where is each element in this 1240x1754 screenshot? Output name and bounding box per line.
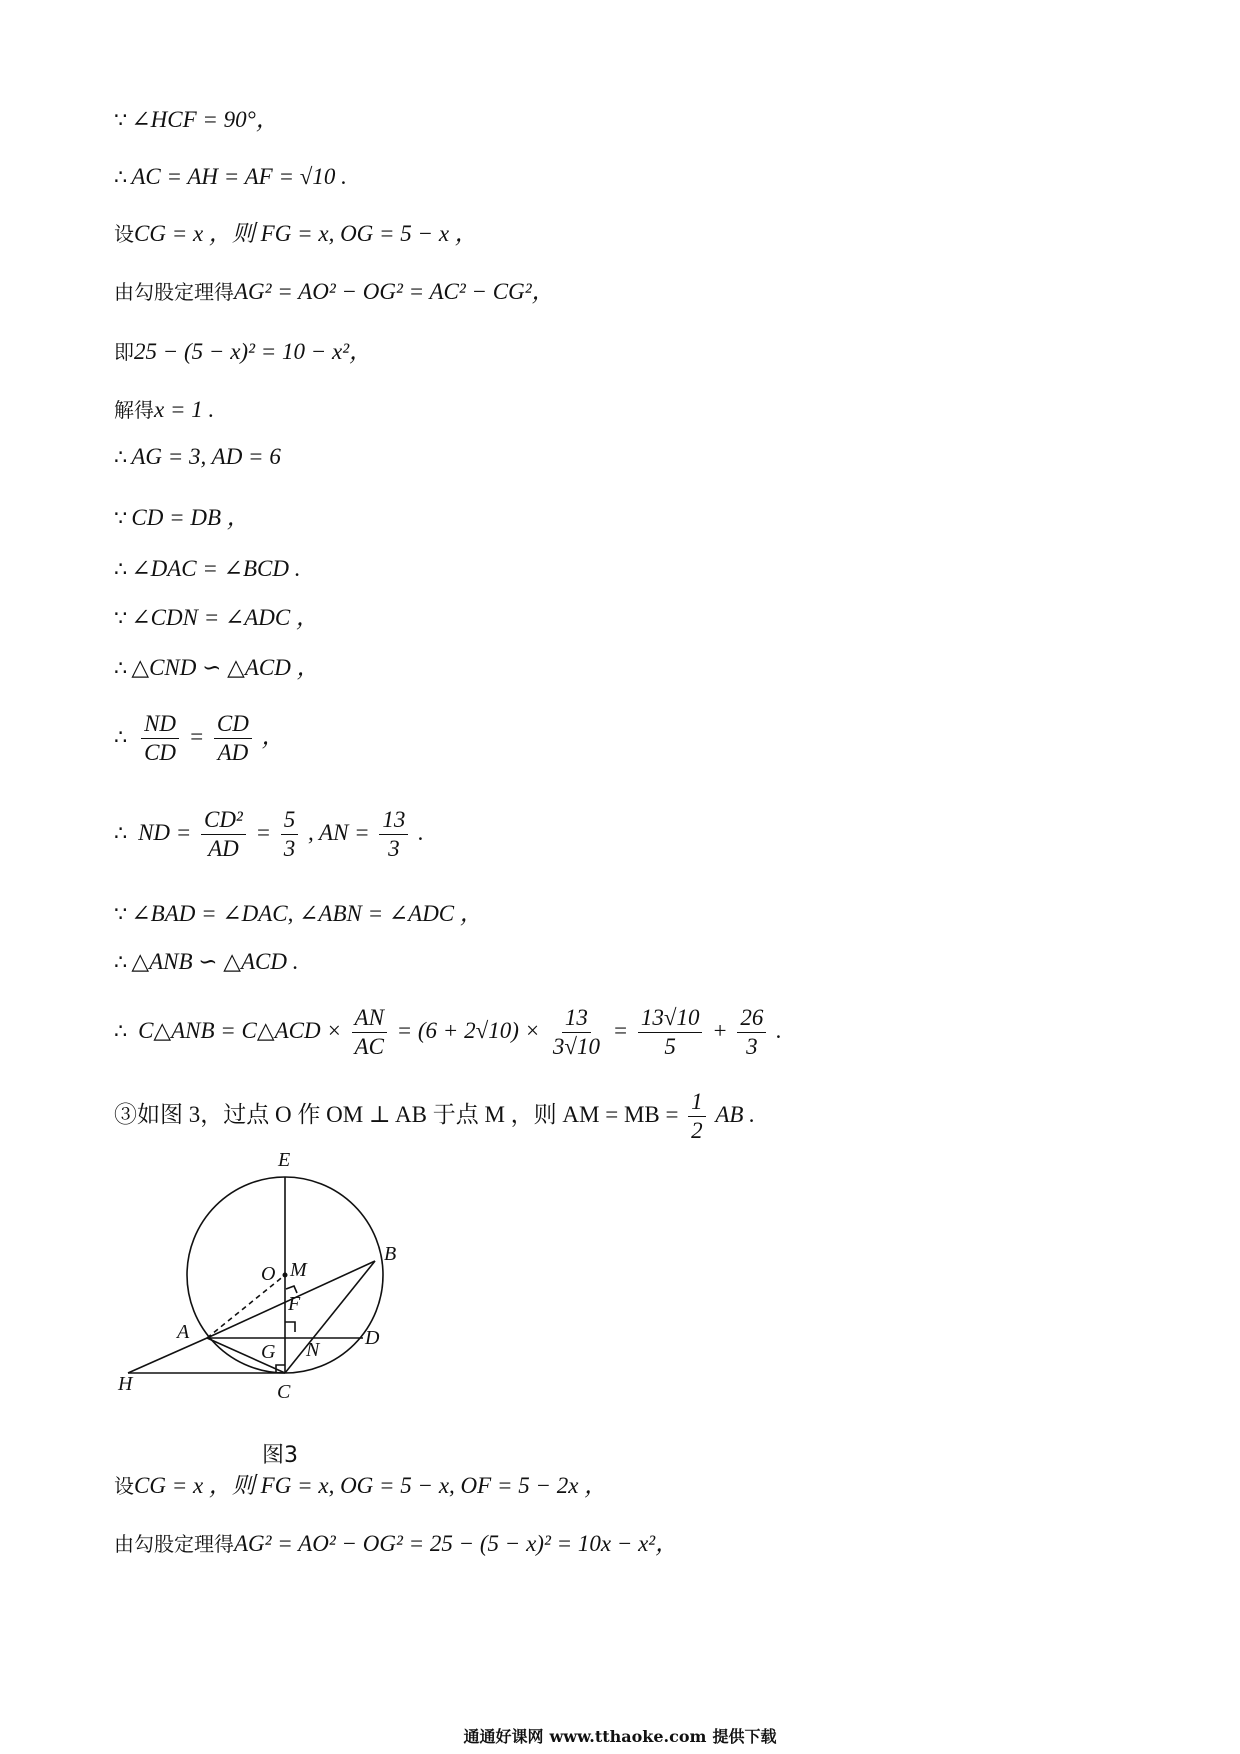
fraction: $\frac{CD}{AD}$ xyxy=(214,712,252,765)
figure-caption: 图3 xyxy=(262,1443,298,1468)
step-line: 由勾股定理得AG² = AO² − OG² = 25 − (5 − x)² = 10x − x²， xyxy=(114,1531,679,1556)
label-H: H xyxy=(118,1373,133,1395)
label-B: B xyxy=(384,1243,397,1265)
line-HA xyxy=(128,1338,207,1373)
footer-url[interactable]: www.tthaoke.com xyxy=(549,1727,707,1746)
step-line: ∵ ∠BAD = ∠DAC, ∠ABN = ∠ADC ， xyxy=(114,901,483,926)
fraction: $\frac{\text{CD²}}{AD}$ xyxy=(201,808,246,861)
label-C: C xyxy=(277,1381,291,1403)
step-line: ∴ AG = 3, AD = 6 xyxy=(114,444,281,469)
fraction: $\frac{13√10}{5}$ xyxy=(638,1006,703,1059)
footer-site: 通通好课网 xyxy=(463,1727,544,1746)
center-point xyxy=(283,1273,288,1278)
label-G: G xyxy=(261,1341,276,1363)
perimeter-line: ∴ C△ANB = C△ACD × $\frac{AN}{AC}$ = (6 + 2√10) × $\frac{13}{3√10}$ = $\frac{13√10}{5}$ + $\frac{26}{3}$ . xyxy=(114,1005,782,1060)
step-line: 即25 − (5 − x)² = 10 − x²， xyxy=(114,339,373,364)
ratio-line: ∴ $\frac{ND}{CD}$ = $\frac{CD}{AD}$ ， xyxy=(114,711,285,766)
label-M: M xyxy=(290,1259,307,1281)
step-line: ∵ ∠CDN = ∠ADC ， xyxy=(114,605,319,630)
step-line: 解得x = 1 . xyxy=(114,397,215,422)
step-line: ∵ ∠HCF = 90°， xyxy=(114,107,279,132)
footer-tail: 提供下载 xyxy=(712,1727,777,1746)
step-line: ∴ △CND ∽ △ACD ， xyxy=(114,655,320,680)
step-line: ∵ CD = DB ， xyxy=(114,505,250,530)
fraction: $\frac{AN}{AC}$ xyxy=(352,1006,387,1059)
step-line: ∴ AC = AH = AF = √10 . xyxy=(114,164,347,189)
fraction: $\frac{ND}{CD}$ xyxy=(141,712,179,765)
step-line: ∴ △ANB ∽ △ACD . xyxy=(114,949,299,974)
nd-line: ∴ ND = $\frac{\text{CD²}}{AD}$ = $\frac{5}{3}$ , AN = $\frac{13}{3}$ . xyxy=(114,807,424,862)
right-angle-M xyxy=(286,1286,297,1293)
step-line: 设CG = x ，则 FG = x, OG = 5 − x, OF = 5 − 2x ， xyxy=(114,1473,608,1498)
label-E: E xyxy=(278,1150,291,1171)
fraction: $\frac{26}{3}$ xyxy=(737,1006,766,1059)
fraction: $\frac{5}{3}$ xyxy=(281,808,299,861)
fraction: $\frac{13}{3√10}$ xyxy=(552,1005,600,1060)
fraction: $\frac{13}{3}$ xyxy=(379,808,408,861)
label-A: A xyxy=(177,1321,190,1343)
label-D: D xyxy=(365,1327,380,1349)
step-line: 设CG = x ，则 FG = x, OG = 5 − x ， xyxy=(114,221,478,246)
label-O: O xyxy=(261,1263,276,1285)
label-N: N xyxy=(306,1339,320,1361)
label-F: F xyxy=(288,1293,301,1315)
case3-line: ③如图 3，过点 O 作 OM ⊥ AB 于点 M ，则 AM = MB = $\frac{1}{2}$ AB . xyxy=(114,1089,755,1144)
fraction: $\frac{1}{2}$ xyxy=(688,1090,706,1143)
right-angle-F xyxy=(285,1322,295,1332)
geometry-figure xyxy=(110,1150,410,1410)
step-line: ∴ ∠DAC = ∠BCD . xyxy=(114,556,301,581)
footer xyxy=(0,1724,1240,1747)
step-line: 由勾股定理得AG² = AO² − OG² = AC² − CG²， xyxy=(114,279,555,304)
